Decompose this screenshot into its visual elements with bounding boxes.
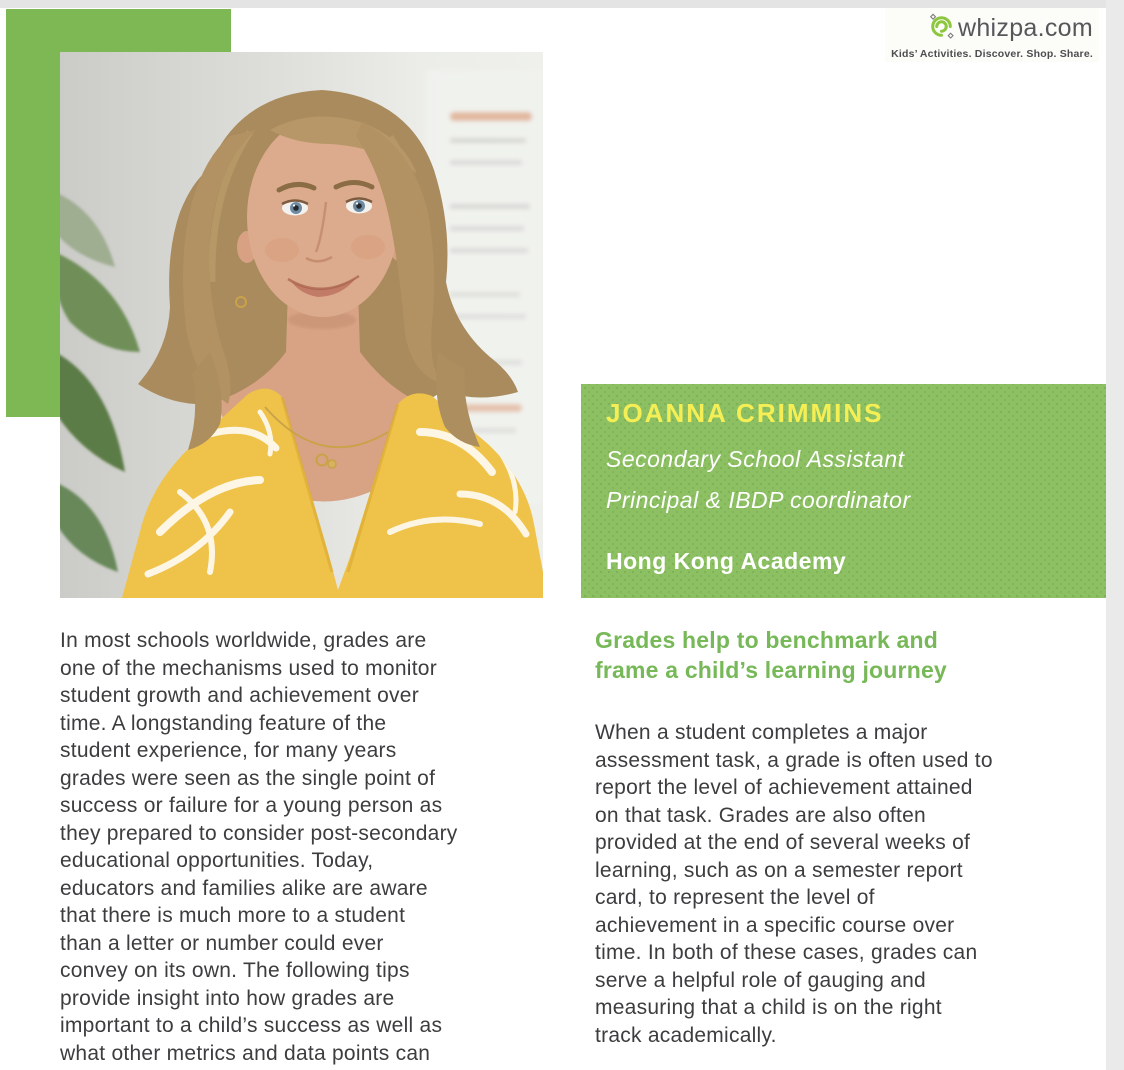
section-heading: Grades help to benchmark and frame a child’s learning journey xyxy=(595,627,947,683)
backdrop-right-gutter xyxy=(1106,0,1124,1070)
portrait-illustration xyxy=(60,52,543,598)
profile-role: Secondary School Assistant Principal & IBDP coordinator xyxy=(606,446,911,513)
profile-name: JOANNA CRIMMINS xyxy=(606,398,884,428)
section-paragraph: When a student completes a major assessment task, a grade is often used to report the level of achievement attained on that task. Grades are also often provided at the end of several weeks of learning, such as on a semester report card, to represent the level of achievement in a specific course over time. In both of these cases, grades can serve a helpful role of gauging and measuring that a child is on the right track academically. xyxy=(595,721,993,1047)
intro-paragraph: In most schools worldwide, grades are one of the mechanisms used to monitor student growth and achievement over time. A longstanding feature of the student experience, for many years grades were seen as the single point of success or failure for a young person as they prepared to consider post-secondary educational opportunities. Today, educators and families alike are aware that there is much more to a student than a letter or number could ever convey on its own. The following tips provide insight into how grades are important to a child’s success as well as what other metrics and data points can xyxy=(60,629,458,1065)
profile-organization: Hong Kong Academy xyxy=(606,548,847,574)
brand-tagline: Kids’ Activities. Discover. Shop. Share. xyxy=(891,47,1093,60)
brand-name: whizpa.com xyxy=(958,14,1093,42)
backdrop-top-strip xyxy=(0,0,1124,8)
flyer-page xyxy=(0,8,1106,1070)
profile-banner xyxy=(581,384,1106,598)
portrait-photo xyxy=(60,52,543,598)
whizpa-logo xyxy=(885,8,1099,62)
whizpa-swirl-icon xyxy=(928,13,955,45)
